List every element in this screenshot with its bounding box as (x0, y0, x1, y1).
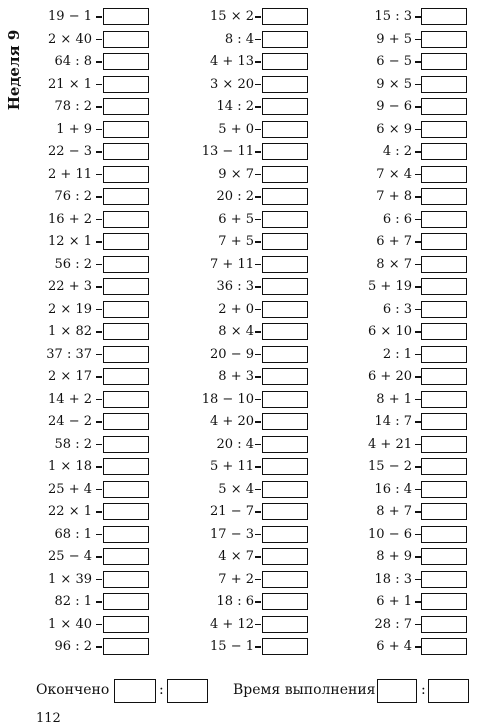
problem-expression: 4 + 21 (368, 436, 412, 452)
answer-box[interactable] (103, 211, 149, 228)
problem-expression: 20 : 2 (216, 189, 254, 204)
problem-expression: 82 : 1 (54, 594, 92, 609)
problem-expression: 6 + 4 (376, 639, 412, 654)
answer-box[interactable] (262, 548, 308, 565)
equals-dash (96, 331, 102, 333)
problem-expression: 96 : 2 (54, 639, 92, 654)
equals-dash (96, 534, 102, 536)
equals-dash (255, 106, 261, 108)
equals-dash (255, 331, 261, 333)
equals-dash (96, 444, 102, 446)
problem-expression: 7 × 4 (376, 166, 412, 182)
problem-expression: 56 : 2 (54, 256, 92, 272)
finished-colon: : (159, 682, 164, 698)
problem-expression: 8 : 4 (224, 31, 254, 47)
answer-box[interactable] (103, 256, 149, 273)
answer-box[interactable] (103, 166, 149, 183)
answer-box[interactable] (103, 391, 149, 408)
equals-dash (96, 579, 102, 581)
equals-dash (255, 309, 261, 311)
problem-expression: 1 × 39 (48, 571, 92, 587)
problem-expression: 22 − 3 (48, 144, 92, 159)
equals-dash (255, 489, 261, 491)
problem-expression: 4 : 2 (382, 144, 412, 159)
problem-expression: 14 + 2 (48, 391, 92, 407)
equals-dash (255, 129, 261, 131)
answer-box[interactable] (103, 616, 149, 633)
answer-box[interactable] (103, 143, 149, 160)
finished-label: Окончено (36, 682, 110, 698)
problem-expression: 8 + 3 (218, 369, 254, 384)
problem-expression: 6 : 6 (382, 211, 412, 227)
problem-expression: 20 : 4 (216, 436, 254, 452)
problem-expression: 1 + 9 (56, 121, 92, 137)
answer-box[interactable] (103, 31, 149, 48)
answer-box[interactable] (262, 413, 308, 430)
equals-dash (96, 151, 102, 153)
problem-expression: 4 + 20 (210, 414, 254, 429)
answer-box[interactable] (262, 8, 308, 25)
answer-box[interactable] (103, 76, 149, 93)
answer-box[interactable] (103, 368, 149, 385)
equals-dash (255, 61, 261, 63)
answer-box[interactable] (262, 616, 308, 633)
time-minutes-box[interactable] (377, 679, 417, 703)
answer-box[interactable] (421, 391, 467, 408)
equals-dash (96, 646, 102, 648)
problem-expression: 15 − 1 (210, 639, 254, 654)
equals-dash (255, 376, 261, 378)
equals-dash (96, 556, 102, 558)
problem-expression: 8 × 7 (376, 256, 412, 272)
answer-box[interactable] (421, 211, 467, 228)
answer-box[interactable] (421, 503, 467, 520)
equals-dash (255, 151, 261, 153)
finished-minutes-box[interactable] (114, 679, 156, 703)
problem-expression: 5 × 4 (218, 481, 254, 497)
answer-box[interactable] (262, 503, 308, 520)
answer-box[interactable] (103, 413, 149, 430)
problem-expression: 25 + 4 (48, 481, 92, 497)
equals-dash (96, 196, 102, 198)
equals-dash (255, 16, 261, 18)
equals-dash (255, 556, 261, 558)
footer (36, 678, 476, 704)
answer-box[interactable] (103, 301, 149, 318)
problem-expression: 2 × 19 (48, 301, 92, 317)
problem-expression: 8 × 4 (218, 324, 254, 339)
answer-box[interactable] (421, 233, 467, 250)
equals-dash (255, 286, 261, 288)
equals-dash (96, 84, 102, 86)
time-colon: : (421, 682, 426, 698)
answer-box[interactable] (262, 31, 308, 48)
equals-dash (96, 61, 102, 63)
answer-box[interactable] (421, 8, 467, 25)
problem-expression: 20 − 9 (210, 346, 254, 362)
answer-box[interactable] (421, 278, 467, 295)
equals-dash (96, 174, 102, 176)
answer-box[interactable] (103, 53, 149, 70)
answer-box[interactable] (103, 8, 149, 25)
problem-expression: 5 + 0 (218, 121, 254, 137)
equals-dash (255, 174, 261, 176)
equals-dash (96, 354, 102, 356)
equals-dash (96, 219, 102, 221)
problem-expression: 6 − 5 (376, 54, 412, 69)
answer-box[interactable] (262, 458, 308, 475)
problem-expression: 2 : 1 (382, 346, 412, 362)
problem-expression: 22 × 1 (48, 504, 92, 519)
answer-box[interactable] (421, 458, 467, 475)
problem-expression: 13 − 11 (201, 144, 254, 159)
problem-expression: 14 : 7 (374, 414, 412, 429)
equals-dash (255, 39, 261, 41)
answer-box[interactable] (421, 346, 467, 363)
answer-box[interactable] (421, 301, 467, 318)
answer-box[interactable] (421, 638, 467, 655)
answer-box[interactable] (103, 526, 149, 543)
equals-dash (96, 624, 102, 626)
equals-dash (96, 106, 102, 108)
equals-dash (96, 129, 102, 131)
equals-dash (96, 511, 102, 513)
answer-box[interactable] (262, 98, 308, 115)
equals-dash (255, 219, 261, 221)
problem-expression: 15 − 2 (368, 459, 412, 474)
equals-dash (255, 354, 261, 356)
problem-expression: 8 + 9 (376, 549, 412, 564)
equals-dash (96, 421, 102, 423)
answer-box[interactable] (103, 121, 149, 138)
problem-expression: 7 + 5 (218, 234, 254, 249)
answer-box[interactable] (262, 233, 308, 250)
problem-expression: 7 + 2 (218, 571, 254, 587)
problem-expression: 15 : 3 (374, 9, 412, 24)
equals-dash (255, 646, 261, 648)
problem-expression: 6 + 7 (376, 234, 412, 249)
problem-expression: 2 + 0 (218, 301, 254, 317)
time-seconds-box[interactable] (428, 679, 469, 703)
problem-expression: 17 − 3 (210, 526, 254, 542)
problem-expression: 76 : 2 (54, 189, 92, 204)
problem-expression: 3 × 20 (210, 76, 254, 92)
answer-box[interactable] (103, 188, 149, 205)
problem-expression: 9 × 5 (376, 76, 412, 92)
problem-expression: 9 − 6 (376, 99, 412, 114)
equals-dash (255, 579, 261, 581)
answer-box[interactable] (262, 638, 308, 655)
equals-dash (255, 264, 261, 266)
equals-dash (255, 511, 261, 513)
equals-dash (96, 399, 102, 401)
problem-expression: 15 × 2 (210, 9, 254, 24)
equals-dash (96, 376, 102, 378)
problem-expression: 2 × 40 (48, 31, 92, 47)
answer-box[interactable] (103, 593, 149, 610)
problem-expression: 6 × 10 (368, 324, 412, 339)
problem-expression: 18 : 3 (374, 571, 412, 587)
answer-box[interactable] (103, 548, 149, 565)
problem-expression: 6 + 5 (218, 211, 254, 227)
problem-expression: 1 × 82 (48, 324, 92, 339)
answer-box[interactable] (262, 368, 308, 385)
answer-box[interactable] (262, 278, 308, 295)
answer-box[interactable] (262, 526, 308, 543)
problem-expression: 2 + 11 (48, 166, 92, 182)
problem-expression: 4 + 13 (210, 54, 254, 69)
problem-expression: 10 − 6 (368, 526, 412, 542)
problem-expression: 4 + 12 (210, 616, 254, 632)
equals-dash (255, 466, 261, 468)
equals-dash (255, 196, 261, 198)
equals-dash (255, 624, 261, 626)
answer-box[interactable] (421, 76, 467, 93)
problem-expression: 6 : 3 (382, 301, 412, 317)
problem-expression: 6 × 9 (376, 121, 412, 137)
problem-expression: 5 + 19 (368, 279, 412, 294)
problem-expression: 25 − 4 (48, 549, 92, 564)
answer-box[interactable] (262, 571, 308, 588)
answer-box[interactable] (421, 166, 467, 183)
answer-box[interactable] (262, 346, 308, 363)
page-number: 112 (36, 711, 61, 726)
answer-box[interactable] (103, 278, 149, 295)
equals-dash (96, 309, 102, 311)
problem-expression: 2 × 17 (48, 369, 92, 384)
problem-expression: 21 × 1 (48, 76, 92, 92)
equals-dash (96, 241, 102, 243)
equals-dash (255, 241, 261, 243)
problem-expression: 1 × 40 (48, 616, 92, 632)
problem-expression: 18 − 10 (201, 391, 254, 407)
problem-expression: 22 + 3 (48, 279, 92, 294)
answer-box[interactable] (421, 548, 467, 565)
answer-box[interactable] (262, 436, 308, 453)
problem-expression: 6 + 1 (376, 594, 412, 609)
problem-expression: 14 : 2 (216, 99, 254, 114)
answer-box[interactable] (103, 571, 149, 588)
answer-box[interactable] (421, 323, 467, 340)
equals-dash (255, 421, 261, 423)
answer-box[interactable] (421, 413, 467, 430)
answer-box[interactable] (421, 143, 467, 160)
answer-box[interactable] (421, 256, 467, 273)
answer-box[interactable] (103, 503, 149, 520)
answer-box[interactable] (262, 211, 308, 228)
answer-box[interactable] (262, 301, 308, 318)
answer-box[interactable] (103, 233, 149, 250)
problem-expression: 8 + 1 (376, 391, 412, 407)
problem-expression: 4 × 7 (218, 549, 254, 564)
problem-expression: 7 + 8 (376, 189, 412, 204)
answer-box[interactable] (421, 616, 467, 633)
problem-expression: 1 × 18 (48, 459, 92, 474)
answer-box[interactable] (421, 98, 467, 115)
problem-expression: 28 : 7 (374, 616, 412, 632)
equals-dash (96, 466, 102, 468)
answer-box[interactable] (103, 323, 149, 340)
problem-expression: 6 + 20 (368, 369, 412, 384)
problem-expression: 8 + 7 (376, 504, 412, 519)
equals-dash (255, 399, 261, 401)
answer-box[interactable] (262, 391, 308, 408)
answer-box[interactable] (421, 53, 467, 70)
equals-dash (255, 444, 261, 446)
problem-expression: 68 : 1 (54, 526, 92, 542)
answer-box[interactable] (421, 121, 467, 138)
equals-dash (96, 39, 102, 41)
answer-box[interactable] (262, 188, 308, 205)
answer-box[interactable] (421, 188, 467, 205)
problem-expression: 64 : 8 (54, 54, 92, 69)
problem-expression: 5 + 11 (210, 459, 254, 474)
problem-expression: 36 : 3 (216, 279, 254, 294)
answer-box[interactable] (421, 571, 467, 588)
problem-expression: 37 : 37 (46, 346, 92, 362)
answer-box[interactable] (262, 323, 308, 340)
answer-box[interactable] (262, 121, 308, 138)
answer-box[interactable] (262, 593, 308, 610)
answer-box[interactable] (103, 98, 149, 115)
week-label-text: Неделя 9 (5, 29, 23, 111)
equals-dash (96, 489, 102, 491)
problem-expression: 16 : 4 (374, 481, 412, 497)
answer-box[interactable] (103, 346, 149, 363)
answer-box[interactable] (421, 31, 467, 48)
answer-box[interactable] (103, 458, 149, 475)
finished-seconds-box[interactable] (167, 679, 208, 703)
equals-dash (96, 286, 102, 288)
equals-dash (255, 534, 261, 536)
equals-dash (96, 601, 102, 603)
time-label: Время выполнения (233, 682, 376, 698)
problem-expression: 24 − 2 (48, 414, 92, 429)
answer-box[interactable] (262, 481, 308, 498)
answer-box[interactable] (262, 256, 308, 273)
answer-box[interactable] (103, 481, 149, 498)
answer-box[interactable] (421, 481, 467, 498)
problem-expression: 18 : 6 (216, 594, 254, 609)
answer-box[interactable] (103, 638, 149, 655)
answer-box[interactable] (262, 143, 308, 160)
answer-box[interactable] (103, 436, 149, 453)
problem-expression: 9 + 5 (376, 31, 412, 47)
answer-box[interactable] (262, 76, 308, 93)
problem-expression: 21 − 7 (210, 504, 254, 519)
answer-box[interactable] (421, 368, 467, 385)
problem-expression: 78 : 2 (54, 99, 92, 114)
problem-expression: 12 × 1 (48, 234, 92, 249)
problem-expression: 7 + 11 (210, 256, 254, 272)
equals-dash (255, 84, 261, 86)
equals-dash (96, 16, 102, 18)
equals-dash (255, 601, 261, 603)
answer-box[interactable] (421, 593, 467, 610)
answer-box[interactable] (262, 53, 308, 70)
problem-expression: 58 : 2 (54, 436, 92, 452)
equals-dash (96, 264, 102, 266)
answer-box[interactable] (421, 436, 467, 453)
problem-expression: 19 − 1 (48, 9, 92, 24)
answer-box[interactable] (262, 166, 308, 183)
problem-expression: 16 + 2 (48, 211, 92, 227)
problem-expression: 9 × 7 (218, 166, 254, 182)
answer-box[interactable] (421, 526, 467, 543)
